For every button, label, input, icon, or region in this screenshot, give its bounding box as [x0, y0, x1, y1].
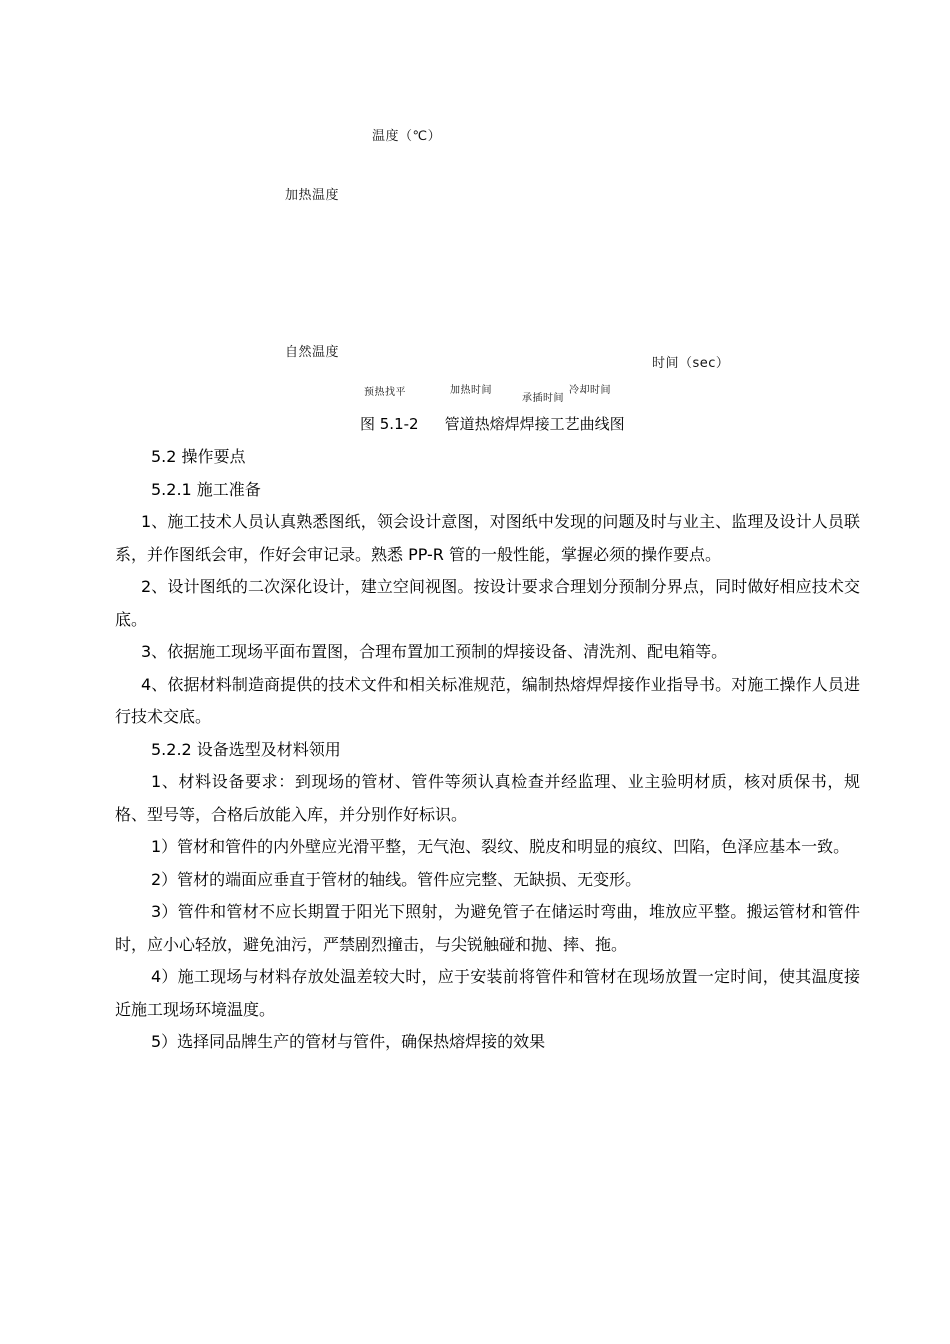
phase-heating-label: 加热时间	[450, 385, 492, 396]
figure-caption	[360, 413, 625, 434]
paragraph-9: 4）施工现场与材料存放处温差较大时，应于安装前将管件和管材在现场放置一定时间，使其温度接近施工现场环境温度。	[115, 967, 860, 1019]
paragraph-7: 2）管材的端面应垂直于管材的轴线。管件应完整、无缺损、无变形。	[151, 869, 642, 889]
natural-temp-label: 自然温度	[285, 345, 340, 360]
paragraph-4: 4、依据材料制造商提供的技术文件和相关标准规范，编制热熔焊焊接作业指导书。对施工操作人员进行技术交底。	[115, 674, 860, 726]
paragraph-3: 3、依据施工现场平面布置图，合理布置加工预制的焊接设备、清洗剂、配电箱等。	[141, 642, 728, 661]
section-body	[115, 441, 860, 1059]
y-axis-label: 温度（℃）	[372, 129, 442, 144]
paragraph-2: 2、设计图纸的二次深化设计，建立空间视图。按设计要求合理划分预制分界点，同时做好相应技术交底。	[115, 577, 860, 629]
paragraph-1: 1、施工技术人员认真熟悉图纸，领会设计意图，对图纸中发现的问题及时与业主、监理及设计人员联系，并作图纸会审，作好会审记录。熟悉 PP-R 管的一般性能，掌握必须的操作要点。	[115, 512, 860, 564]
caption-title: 管道热熔焊焊接工艺曲线图	[444, 415, 625, 433]
paragraph-10: 5）选择同品牌生产的管材与管件，确保热熔焊接的效果	[151, 1032, 546, 1051]
phase-preheat-label: 预热找平	[364, 387, 406, 398]
paragraph-5: 1、材料设备要求：到现场的管材、管件等须认真检查并经监理、业主验明材质，核对质保书，规格、型号等，合格后放能入库，并分别作好标识。	[115, 772, 860, 824]
paragraph-8: 3）管件和管材不应长期置于阳光下照射，为避免管子在储运时弯曲，堆放应平整。搬运管材和管件时，应小心轻放，避免油污，严禁剧烈撞击，与尖锐触碰和抛、摔、拖。	[115, 902, 860, 954]
phase-socket-label: 承插时间	[522, 393, 564, 404]
phase-cooling-label: 冷却时间	[569, 385, 611, 396]
heading-5-2: 5.2 操作要点	[151, 447, 246, 466]
paragraph-6: 1）管材和管件的内外壁应光滑平整，无气泡、裂纹、脱皮和明显的痕纹、凹陷，色泽应基本一致。	[151, 837, 850, 856]
heating-temp-label: 加热温度	[285, 188, 340, 203]
heading-5-2-2: 5.2.2 设备选型及材料领用	[151, 739, 341, 759]
x-axis-label: 时间（sec）	[652, 356, 730, 371]
heading-5-2-1: 5.2.1 施工准备	[151, 479, 261, 499]
caption-number: 图 5.1-2	[360, 415, 419, 433]
